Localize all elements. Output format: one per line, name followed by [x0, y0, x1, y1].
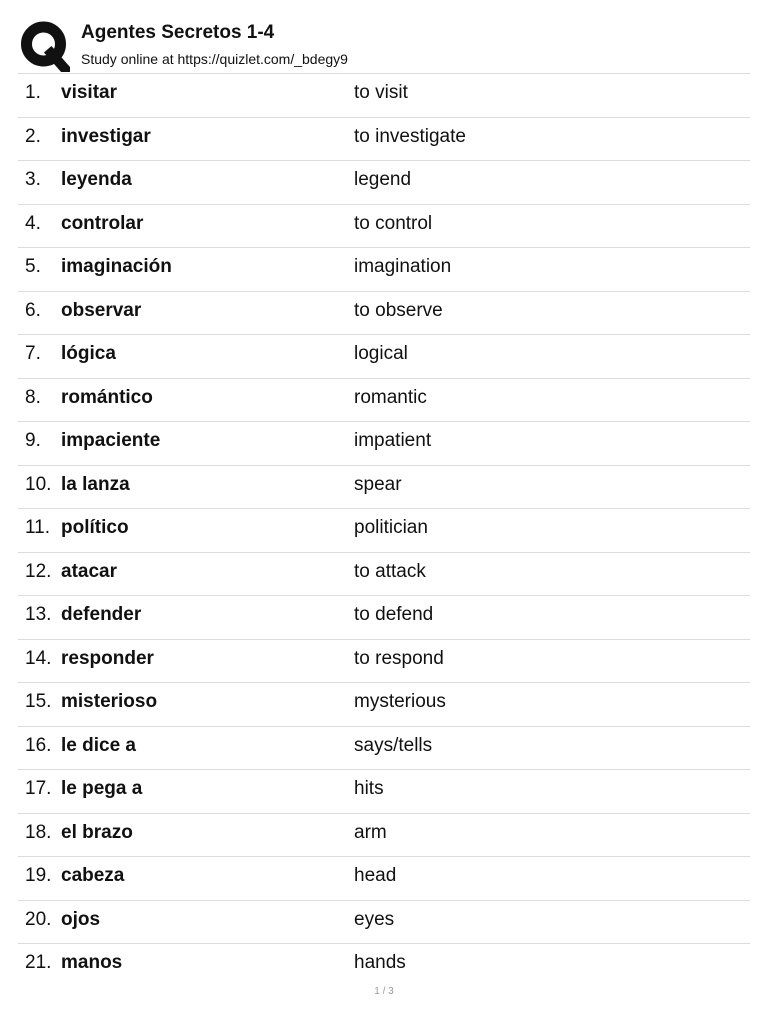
term-word: cabeza	[61, 865, 125, 886]
term-word: observar	[61, 299, 142, 321]
term-number: 19.	[25, 865, 52, 886]
term-definition: says/tells	[354, 734, 433, 756]
term-row	[18, 74, 750, 118]
term-number: 8.	[25, 386, 41, 408]
term-word: romántico	[61, 386, 153, 408]
term-word: político	[61, 517, 129, 538]
term-word: impaciente	[61, 430, 161, 451]
term-number: 21.	[25, 952, 52, 973]
term-row	[18, 161, 750, 205]
term-word: controlar	[61, 212, 144, 234]
term-word: lógica	[61, 343, 116, 364]
term-word: el brazo	[61, 821, 133, 843]
term-definition: imagination	[354, 256, 452, 277]
term-number: 6.	[25, 299, 41, 321]
term-row	[18, 814, 750, 858]
page-title: Agentes Secretos 1-4	[81, 22, 275, 43]
term-number: 10.	[25, 473, 52, 495]
term-row	[18, 770, 750, 814]
term-number: 3.	[25, 169, 41, 190]
term-definition: hits	[354, 778, 384, 799]
term-definition: to attack	[354, 560, 426, 582]
term-number: 16.	[25, 734, 52, 756]
term-definition: to visit	[354, 82, 408, 103]
terms-list	[18, 73, 750, 987]
term-row	[18, 422, 750, 466]
term-definition: head	[354, 865, 397, 886]
term-row	[18, 248, 750, 292]
term-row	[18, 292, 750, 336]
term-word: ojos	[61, 908, 101, 930]
term-word: la lanza	[61, 473, 130, 495]
quizlet-logo-icon	[20, 20, 70, 72]
term-row	[18, 901, 750, 945]
term-row	[18, 118, 750, 162]
term-definition: politician	[354, 517, 428, 538]
term-row	[18, 466, 750, 510]
term-row	[18, 944, 750, 987]
term-number: 7.	[25, 343, 41, 364]
term-row	[18, 857, 750, 901]
term-word: le dice a	[61, 734, 136, 756]
term-definition: to observe	[354, 299, 443, 321]
term-number: 14.	[25, 647, 52, 669]
term-row	[18, 596, 750, 640]
term-number: 4.	[25, 212, 41, 234]
term-word: imaginación	[61, 256, 172, 277]
term-row	[18, 335, 750, 379]
term-definition: to defend	[354, 604, 434, 625]
term-row	[18, 683, 750, 727]
term-definition: mysterious	[354, 691, 446, 712]
term-definition: spear	[354, 473, 402, 495]
term-definition: logical	[354, 343, 408, 364]
term-word: misterioso	[61, 691, 158, 712]
term-number: 9.	[25, 430, 41, 451]
term-definition: arm	[354, 821, 387, 843]
term-word: manos	[61, 952, 123, 973]
page-subtitle: Study online at https://quizlet.com/_bdegy9	[81, 51, 348, 67]
term-number: 12.	[25, 560, 52, 582]
term-number: 13.	[25, 604, 52, 625]
term-word: le pega a	[61, 778, 143, 799]
page-number: 1 / 3	[374, 986, 394, 997]
term-row	[18, 727, 750, 771]
term-word: leyenda	[61, 169, 132, 190]
term-definition: romantic	[354, 386, 427, 408]
term-definition: to control	[354, 212, 433, 234]
term-number: 18.	[25, 821, 52, 843]
term-row	[18, 205, 750, 249]
term-number: 11.	[25, 517, 51, 538]
term-definition: eyes	[354, 908, 395, 930]
term-definition: legend	[354, 169, 412, 190]
term-number: 2.	[25, 125, 41, 147]
term-definition: impatient	[354, 430, 432, 451]
term-word: visitar	[61, 82, 117, 103]
term-word: atacar	[61, 560, 117, 582]
term-number: 1.	[25, 82, 41, 103]
term-definition: hands	[354, 952, 406, 973]
term-number: 5.	[25, 256, 41, 277]
term-row	[18, 553, 750, 597]
term-definition: to respond	[354, 647, 444, 669]
term-number: 20.	[25, 908, 52, 930]
term-number: 17.	[25, 778, 52, 799]
term-word: investigar	[61, 125, 151, 147]
page-header	[0, 0, 768, 74]
term-word: defender	[61, 604, 142, 625]
term-definition: to investigate	[354, 125, 466, 147]
term-row	[18, 509, 750, 553]
term-number: 15.	[25, 691, 52, 712]
term-word: responder	[61, 647, 154, 669]
term-row	[18, 640, 750, 684]
term-row	[18, 379, 750, 423]
